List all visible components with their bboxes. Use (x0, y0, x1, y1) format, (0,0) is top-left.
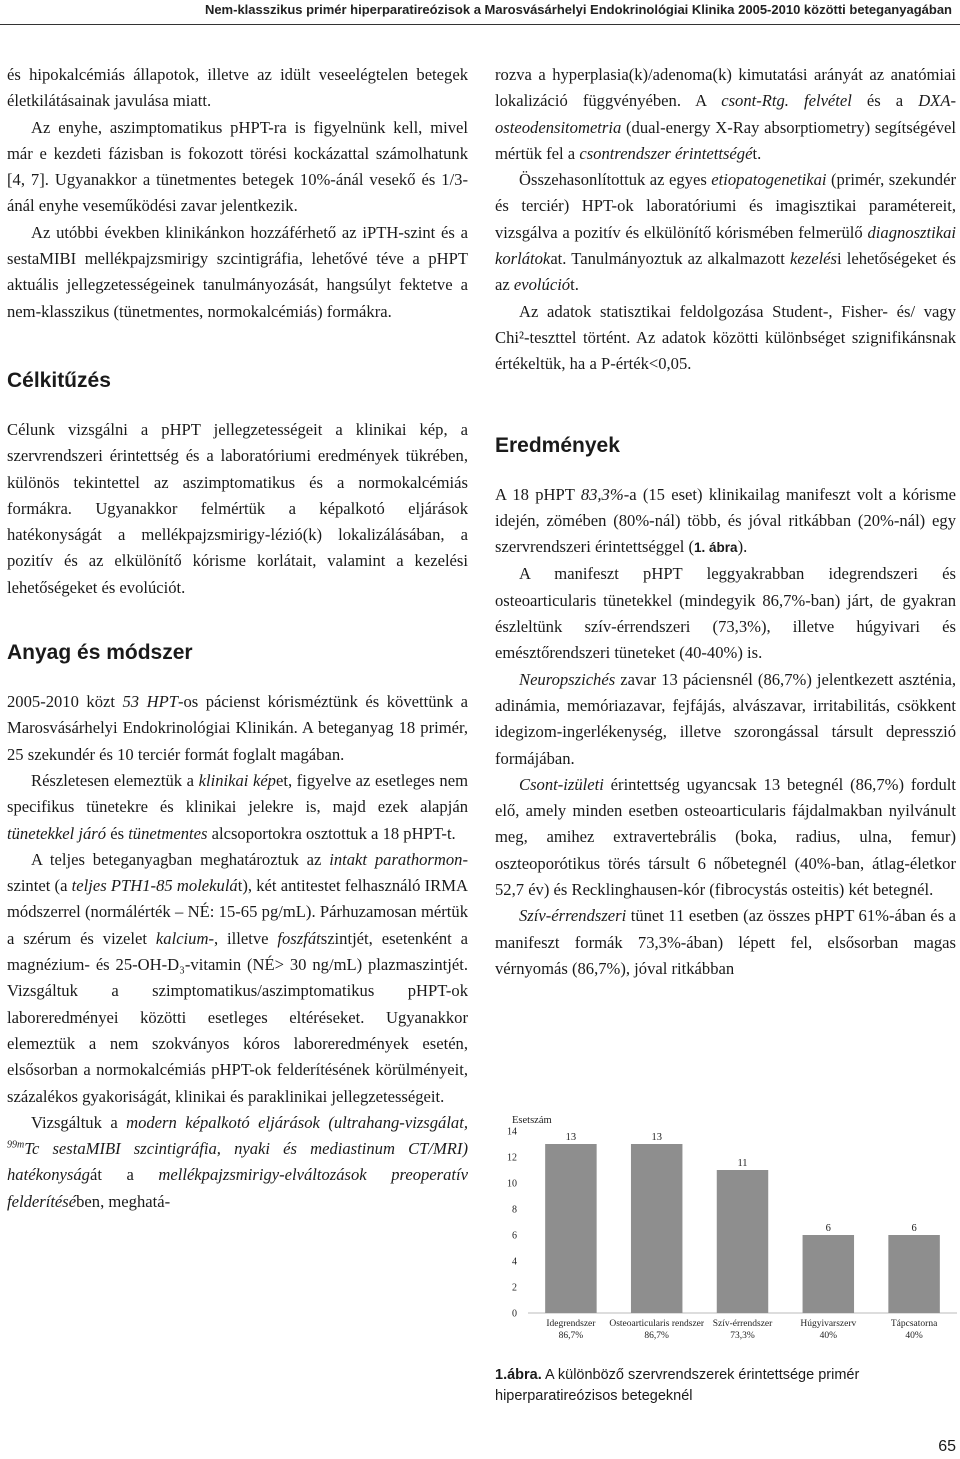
celkituzes-paragraph: Célunk vizsgálni a pHPT jellegzetességeit a klinikai kép, a szervrendszeri érintettség és a laboratóriumi eredmények tükrében, különös tekintettel az aszimptomatikus és a normokalcémiás formákra. Ugyanakkor felmértük a képalkotó eljárások hatékonyságát a mellékpajzsmirigy-lézió(k) lokalizálásában, a pozitív és az elkülönítő kórisme korlátait, valamint a kezelési lehetőségeket és evolúciót. (7, 419, 468, 597)
y-tick-label: 14 (507, 1126, 517, 1138)
y-tick-label: 6 (512, 1230, 517, 1242)
methods-paragraph-1: 2005-2010 közt 53 HPT-os pácienst kórisméztünk és követtünk a Marosvásárhelyi Endokrinológiai Klinikán. A beteganyag 18 primér, 25 szekundér és 10 terciér formát foglalt magában. (7, 692, 468, 764)
y-tick-label: 2 (512, 1282, 517, 1294)
results-paragraph-2: A manifeszt pHPT leggyakrabban idegrendszeri és osteoarticularis tünetekkel (mindegyik 86,7%-ban) járt, de gyakran észleltünk szív-érrendszeri (73,3%), illetve húgyivari és emésztőrendszeri tüneteket (40-40%) is. (495, 564, 956, 663)
methods-paragraph-3: A teljes beteganyagban meghatároztuk az intakt parathormon-szintet (a teljes PTH1-85 molekulát), két antitestet felhasználó IRMA módszerrel (normálérték – NÉ: 15-65 pg/mL). Párhuzamosan mértük a szérum és vizelet kalcium-, illetve foszfátszintjét, esetenként a magnézium- és 25-OH-D₃-vitamin (NÉ> 30 ng/mL) plazmaszintjét. Vizsgáltuk a szimptomatikus/aszimptomatikus pHPT-ok laboreredményei közötti esetleges eltéréseket. Ugyanakkor elemeztük a nem szokványos kóros laboreredmények esetén, elsősorban a normokalcémiás pHPT-ok felderítésének körülményeit, százalékos gyakoriságát, klinikai és paraklinikai jellegzetességeit. (7, 849, 469, 1106)
bar-1 (545, 1144, 596, 1313)
category-label: Idegrendszer (546, 1319, 596, 1329)
bar-3 (717, 1170, 768, 1313)
running-head-text: Nem-klasszikus primér hiperparatireózisok a Marosvásárhelyi Endokrinológiai Klinika 2005-2010 közötti beteganyagában (204, 2, 952, 17)
results-paragraph-5: Szív-érrendszeri tünet 11 esetben (az összes pHPT 61%-ában és a manifeszt formák 73,3%-ában) lépett fel, elsősorban magas vérnyomás (86,7%), jóval ritkábban (495, 906, 956, 978)
figure-caption: 1.ábra. A különböző szervrendszerek érintettsége primér hiperparatireózisos betegeknél (495, 1367, 860, 1404)
left-column (7, 62, 468, 1215)
section-heading-celkituzes: Célkitűzés (7, 368, 111, 392)
y-tick-label: 4 (512, 1256, 517, 1268)
data-label: 13 (565, 1132, 577, 1143)
category-percent: 40% (905, 1331, 923, 1341)
header-rule (0, 24, 960, 25)
intro-paragraph-3: Az utóbbi években klinikánkon hozzáférhető az iPTH-szint és a sestaMIBI mellékpajzsmirigy szcintigráfia, lehetővé téve a pHPT aktuális jellegzetességeinek tanulmányozását, hangsúlyt fektetve a nem-klasszikus (tünetmentes, normokalcémiás) formákra. (7, 222, 468, 321)
statistics-paragraph: Az adatok statisztikai feldolgozása Student-, Fisher- és/ vagy Chi²-teszttel történt. Az adatok közötti különbséget szignifikánsnak értékeltük, ha a P-érték<0,05. (495, 301, 956, 374)
y-tick-label: 10 (507, 1178, 517, 1190)
data-label: 13 (651, 1132, 662, 1143)
category-percent: 73,3% (730, 1331, 755, 1341)
methods-paragraph-4: Vizsgáltuk a modern képalkotó eljárások (ultrahang-vizsgálat, $^{99m}$Tc sestaMIBI szcintigráfia, nyaki és mediastinum CT/MRI) hatékonyságát a mellékpajzsmirigy-elváltozások preoperatív felderítésében, meghatá- (7, 1112, 469, 1211)
data-label: 6 (911, 1223, 917, 1234)
figure-1-bar-chart (495, 1112, 960, 1352)
results-paragraph-3: Neuropszichés zavar 13 páciensnél (86,7%) jelentkezett aszténia, adinámia, memóriazavar, fejfájás, alvászavar, irritabilitás, csökkent idegizom-ingerlékenység, illetve szorongással társult depresszió formájában. (495, 669, 956, 768)
results-paragraph-1: A 18 pHPT 83,3%-a (15 eset) klinikailag manifeszt volt a kórisme idején, zömében (80%-nál) több, és jóval ritkábban (20%-nál) egy szervrendszeri érintettséggel (1. ábra). (495, 484, 956, 557)
results-paragraph-4: Csont-izületi érintettség ugyancsak 13 betegnél (86,7%) fordult elő, amely minden esetben osteoarticularis fájdalmakban nyilvánult meg, amihez extravertebrális (boka, radius, ulna, femur) oszteoporótikus törés társult 6 nőbetegnél (40%-ban, átlag-életkor 52,7 év) és Recklinghausen-kór (fibrocystás osteitis) két betegnél. (495, 774, 956, 900)
page-number: 65 (938, 1438, 956, 1455)
y-tick-label: 0 (512, 1308, 517, 1320)
category-percent: 86,7% (644, 1331, 669, 1341)
right-column (495, 62, 956, 982)
category-percent: 86,7% (558, 1331, 584, 1341)
intro-paragraph-1: és hipokalcémiás állapotok, illetve az idült veseelégtelen betegek életkilátásainak javulása miatt. (7, 65, 468, 111)
running-header (0, 0, 960, 26)
y-axis-label: Esetszám (512, 1115, 552, 1126)
section-heading-eredmenyek: Eredmények (495, 433, 620, 457)
bar-4 (803, 1235, 854, 1313)
data-label: 6 (825, 1223, 831, 1234)
chart-svg (495, 1112, 960, 1352)
data-label: 11 (737, 1158, 748, 1169)
category-label: Szív-érrendszer (712, 1319, 773, 1329)
category-label: Tápcsatorna (890, 1319, 938, 1329)
bar-5 (888, 1235, 939, 1313)
category-percent: 40% (819, 1331, 838, 1341)
methods-paragraph-5: Összehasonlítottuk az egyes etiopatogenetikai (primér, szekundér és terciér) HPT-ok laboratóriumi és imagisztikai paramétereit, vizsgálva a pozitív és elkülönítő kórismében felmerülő diagnosztikai korlátokat. Tanulmányoztuk az alkalmazott kezelési lehetőségeket és az evolúciót. (495, 170, 956, 295)
bar-2 (631, 1144, 682, 1313)
intro-paragraph-2: Az enyhe, aszimptomatikus pHPT-ra is figyelnünk kell, mivel már e kezdeti fázisban is fokozott törési kockázattal számolhatunk [4, 7]. Ugyanakkor a tünetmentes betegek 10%-ánál vesekő és 1/3-ánál enyhe veseműködési zavar jelentkezik. (7, 117, 468, 216)
category-label: Húgyivarszerv (800, 1319, 857, 1329)
y-tick-label: 12 (507, 1152, 517, 1164)
category-label: Osteoarticularis rendszer (609, 1319, 705, 1329)
methods-paragraph-2: Részletesen elemeztük a klinikai képet, figyelve az esetleges nem specifikus tünetekre és klinikai jelekre is, majd ezek alapján tünetekkel járó és tünetmentes alcsoportokra osztottuk a 18 pHPT-t. (7, 770, 468, 843)
y-tick-label: 8 (512, 1204, 517, 1216)
methods-paragraph-continued: rozva a hyperplasia(k)/adenoma(k) kimutatási arányát az anatómiai lokalizáció függvényében. A csont-Rtg. felvétel és a DXA-osteodensitometria (dual-energy X-Ray absorptiometry) segítségével mértük fel a csontrendszer érintettségét. (495, 65, 956, 163)
section-heading-anyag-es-modszer: Anyag és módszer (7, 641, 193, 665)
